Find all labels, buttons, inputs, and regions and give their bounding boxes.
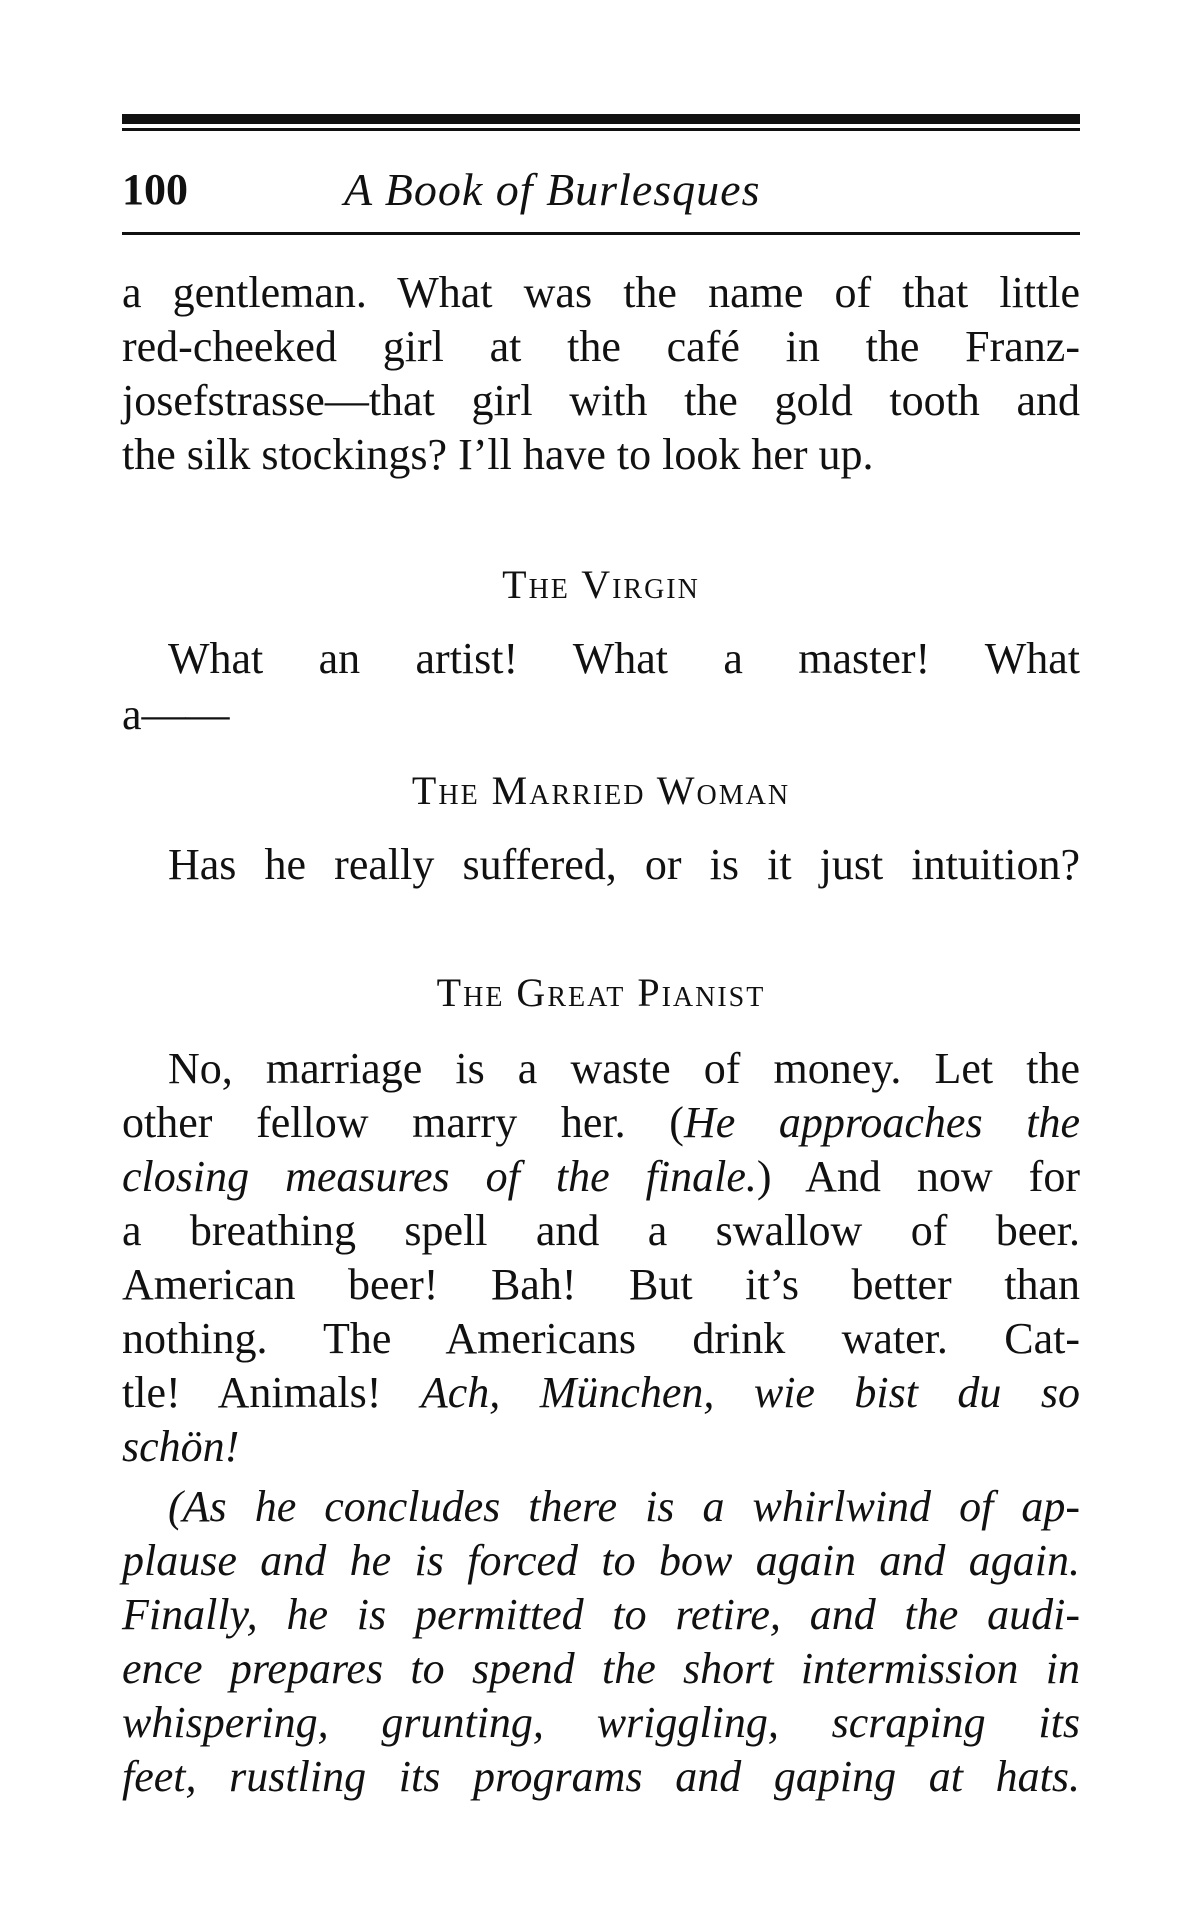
text-line: Has he really suffered, or is it just intuition?	[168, 840, 1080, 889]
text-line: schön!	[122, 1422, 240, 1471]
text-line: a——	[122, 690, 230, 739]
page-number: 100	[122, 165, 188, 214]
text-line: whispering, grunting, wriggling, scraping its	[122, 1698, 1080, 1747]
text-line	[122, 1150, 1080, 1204]
top-rule-thin	[122, 128, 1080, 131]
top-rule-thick	[122, 114, 1080, 124]
text-line: Finally, he is permitted to retire, and the audi-	[122, 1590, 1080, 1639]
italic-text: Ach, München, wie bist du so	[420, 1368, 1080, 1417]
roman-text: other fellow marry her. (	[122, 1098, 684, 1147]
header-rule	[122, 232, 1080, 235]
italic-text: As he concludes there is a whirlwind of ap-	[182, 1482, 1080, 1531]
text-line	[122, 1096, 1080, 1150]
text-line	[168, 1480, 1080, 1534]
text-line: red-cheeked girl at the café in the Franz-	[122, 322, 1080, 371]
roman-text: ) And now for	[756, 1152, 1080, 1201]
speaker-heading: The Great Pianist	[436, 970, 766, 1015]
text-line: a gentleman. What was the name of that little	[122, 268, 1080, 317]
text-line: ence prepares to spend the short intermission in	[122, 1644, 1080, 1693]
running-header	[122, 160, 1080, 220]
running-title: A Book of Burlesques	[344, 164, 761, 215]
text-line: a breathing spell and a swallow of beer.	[122, 1206, 1080, 1255]
speaker-heading: The Married Woman	[411, 768, 791, 813]
italic-text: He approaches the	[683, 1098, 1080, 1147]
text-line: American beer! Bah! But it’s better than	[122, 1260, 1080, 1309]
text-line: feet, rustling its programs and gaping at hats.	[122, 1752, 1080, 1801]
text-line: the silk stockings? I’ll have to look her up.	[122, 430, 874, 479]
open-paren: (	[168, 1482, 183, 1531]
text-line: plause and he is forced to bow again and again.	[122, 1536, 1080, 1585]
text-line: No, marriage is a waste of money. Let the	[168, 1044, 1080, 1093]
speaker-heading: The Virgin	[502, 562, 700, 607]
italic-text: closing measures of the finale.	[122, 1152, 757, 1201]
text-line: What an artist! What a master! What	[168, 634, 1080, 683]
text-line: nothing. The Americans drink water. Cat-	[122, 1314, 1080, 1363]
text-line: josefstrasse—that girl with the gold tooth and	[122, 376, 1080, 425]
roman-text: tle! Animals!	[122, 1368, 421, 1417]
text-line	[122, 1366, 1080, 1420]
